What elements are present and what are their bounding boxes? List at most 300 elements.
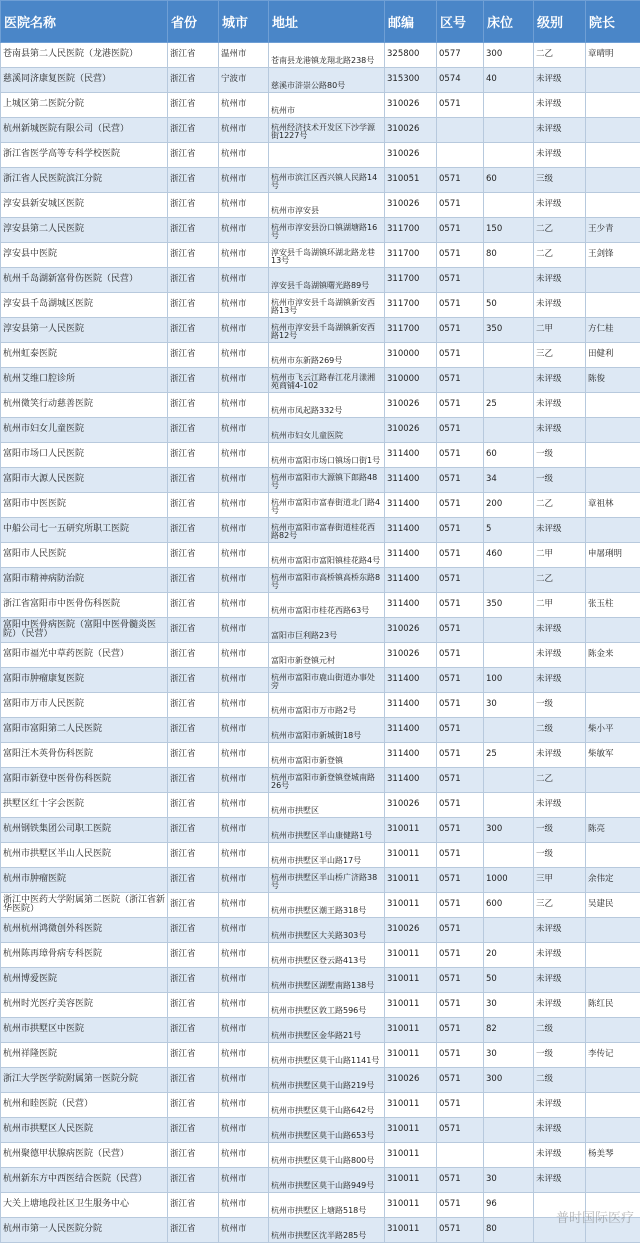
- cell-city: 杭州市: [219, 343, 269, 368]
- cell-postcode: 325800: [385, 43, 437, 68]
- table-row: [1, 1218, 640, 1243]
- table-row: [1, 918, 640, 943]
- cell-province: 浙江省: [168, 93, 219, 118]
- cell-city: 杭州市: [219, 918, 269, 943]
- table-row: [1, 1168, 640, 1193]
- cell-director: [586, 618, 640, 643]
- cell-director: 章祖林: [586, 493, 640, 518]
- cell-beds: 30: [484, 1168, 534, 1193]
- cell-name: 中船公司七一五研究所职工医院: [1, 518, 168, 543]
- table-row: [1, 343, 640, 368]
- cell-beds: [484, 193, 534, 218]
- table-row: [1, 443, 640, 468]
- cell-director: [586, 1093, 640, 1118]
- cell-area-code: 0571: [437, 868, 484, 893]
- cell-director: [586, 793, 640, 818]
- cell-name: 浙江省人民医院滨江分院: [1, 168, 168, 193]
- header-level: 级别: [534, 1, 586, 43]
- cell-address: 慈溪市浒崇公路80号: [269, 68, 385, 93]
- cell-address: 杭州市凤起路332号: [269, 393, 385, 418]
- table-row: [1, 118, 640, 143]
- cell-name: 杭州市肿瘤医院: [1, 868, 168, 893]
- table-row: [1, 543, 640, 568]
- cell-area-code: 0574: [437, 68, 484, 93]
- cell-province: 浙江省: [168, 1093, 219, 1118]
- cell-province: 浙江省: [168, 418, 219, 443]
- cell-address: 杭州市富阳市高桥镇高桥东路8号: [269, 568, 385, 593]
- cell-level: 未评级: [534, 918, 586, 943]
- cell-area-code: 0571: [437, 368, 484, 393]
- cell-director: [586, 843, 640, 868]
- cell-postcode: 311700: [385, 318, 437, 343]
- cell-postcode: 310011: [385, 893, 437, 918]
- cell-address: 杭州市拱墅区上塘路518号: [269, 1193, 385, 1218]
- cell-name: 杭州千岛湖新富骨伤医院（民营）: [1, 268, 168, 293]
- cell-beds: 30: [484, 1043, 534, 1068]
- cell-beds: [484, 343, 534, 368]
- cell-level: 未评级: [534, 968, 586, 993]
- cell-level: 未评级: [534, 293, 586, 318]
- cell-postcode: 310011: [385, 818, 437, 843]
- cell-beds: [484, 843, 534, 868]
- cell-address: 杭州市富阳市新城街18号: [269, 718, 385, 743]
- cell-address: 杭州市富阳市万市路2号: [269, 693, 385, 718]
- cell-address: 杭州市富阳市大源镇下郎路48号: [269, 468, 385, 493]
- cell-area-code: 0571: [437, 843, 484, 868]
- cell-director: [586, 293, 640, 318]
- cell-beds: [484, 118, 534, 143]
- cell-director: 余伟定: [586, 868, 640, 893]
- cell-name: 苍南县第二人民医院（龙港医院）: [1, 43, 168, 68]
- cell-address: 杭州市淳安县汾口镇湖塘路16号: [269, 218, 385, 243]
- cell-director: 陈俊: [586, 368, 640, 393]
- cell-name: 富阳市肿瘤康复医院: [1, 668, 168, 693]
- cell-postcode: 310011: [385, 1218, 437, 1243]
- cell-director: [586, 968, 640, 993]
- cell-province: 浙江省: [168, 518, 219, 543]
- cell-city: 杭州市: [219, 218, 269, 243]
- cell-name: 杭州市拱墅区人民医院: [1, 1118, 168, 1143]
- cell-area-code: 0571: [437, 818, 484, 843]
- cell-level: 未评级: [534, 793, 586, 818]
- cell-level: 未评级: [534, 143, 586, 168]
- table-row: [1, 1018, 640, 1043]
- cell-director: [586, 1118, 640, 1143]
- cell-area-code: 0571: [437, 393, 484, 418]
- table-row: [1, 718, 640, 743]
- cell-director: [586, 918, 640, 943]
- cell-area-code: 0571: [437, 168, 484, 193]
- table-row: [1, 993, 640, 1018]
- cell-address: 杭州市富阳市富春街道北门路4号: [269, 493, 385, 518]
- cell-area-code: 0577: [437, 43, 484, 68]
- cell-director: [586, 568, 640, 593]
- cell-city: 杭州市: [219, 1068, 269, 1093]
- cell-beds: 300: [484, 818, 534, 843]
- cell-beds: [484, 793, 534, 818]
- cell-director: 陈红民: [586, 993, 640, 1018]
- table-row: [1, 68, 640, 93]
- cell-beds: 50: [484, 968, 534, 993]
- table-row: [1, 843, 640, 868]
- cell-director: [586, 1168, 640, 1193]
- cell-postcode: 310026: [385, 793, 437, 818]
- header-area-code: 区号: [437, 1, 484, 43]
- cell-level: 二甲: [534, 318, 586, 343]
- cell-postcode: 310011: [385, 1093, 437, 1118]
- cell-province: 浙江省: [168, 143, 219, 168]
- cell-level: 一级: [534, 818, 586, 843]
- cell-area-code: 0571: [437, 1093, 484, 1118]
- cell-area-code: 0571: [437, 343, 484, 368]
- cell-director: 田健利: [586, 343, 640, 368]
- cell-address: 苍南县龙港镇龙翔北路238号: [269, 43, 385, 68]
- cell-name: 杭州聚德甲状腺病医院（民营）: [1, 1143, 168, 1168]
- cell-area-code: 0571: [437, 518, 484, 543]
- cell-name: 杭州市妇女儿童医院: [1, 418, 168, 443]
- cell-director: [586, 443, 640, 468]
- cell-city: 杭州市: [219, 818, 269, 843]
- cell-area-code: 0571: [437, 1168, 484, 1193]
- cell-city: 杭州市: [219, 743, 269, 768]
- cell-province: 浙江省: [168, 218, 219, 243]
- cell-beds: 80: [484, 1218, 534, 1243]
- cell-area-code: 0571: [437, 618, 484, 643]
- cell-province: 浙江省: [168, 1218, 219, 1243]
- cell-beds: [484, 643, 534, 668]
- cell-area-code: 0571: [437, 468, 484, 493]
- table-row: [1, 368, 640, 393]
- cell-beds: [484, 718, 534, 743]
- table-row: [1, 268, 640, 293]
- cell-director: 吴建民: [586, 893, 640, 918]
- table-row: [1, 618, 640, 643]
- cell-postcode: 310026: [385, 193, 437, 218]
- cell-province: 浙江省: [168, 1193, 219, 1218]
- cell-city: 杭州市: [219, 518, 269, 543]
- cell-city: 杭州市: [219, 318, 269, 343]
- cell-name: 杭州杭州鸿微创外科医院: [1, 918, 168, 943]
- cell-area-code: 0571: [437, 243, 484, 268]
- cell-address: 淳安县千岛湖镇环湖北路龙巷13号: [269, 243, 385, 268]
- cell-postcode: 310011: [385, 868, 437, 893]
- cell-city: 杭州市: [219, 1043, 269, 1068]
- cell-level: 二乙: [534, 768, 586, 793]
- cell-area-code: 0571: [437, 768, 484, 793]
- cell-address: 杭州市拱墅区莫干山路219号: [269, 1068, 385, 1093]
- cell-name: 杭州市拱墅区中医院: [1, 1018, 168, 1043]
- cell-level: 未评级: [534, 668, 586, 693]
- cell-province: 浙江省: [168, 1118, 219, 1143]
- cell-beds: [484, 268, 534, 293]
- cell-postcode: 311400: [385, 718, 437, 743]
- cell-postcode: 310011: [385, 968, 437, 993]
- cell-postcode: 310000: [385, 368, 437, 393]
- cell-level: 未评级: [534, 418, 586, 443]
- table-row: [1, 43, 640, 68]
- cell-address: 杭州市飞云江路春江花月漾湘苑商铺4-102: [269, 368, 385, 393]
- cell-name: 浙江省富阳市中医骨伤科医院: [1, 593, 168, 618]
- cell-address: 杭州市拱墅区: [269, 793, 385, 818]
- cell-level: 未评级: [534, 643, 586, 668]
- cell-level: 未评级: [534, 118, 586, 143]
- cell-name: 富阳市场口人民医院: [1, 443, 168, 468]
- cell-city: 杭州市: [219, 668, 269, 693]
- cell-level: 未评级: [534, 618, 586, 643]
- cell-city: 杭州市: [219, 443, 269, 468]
- cell-name: 杭州艾维口腔诊所: [1, 368, 168, 393]
- cell-province: 浙江省: [168, 343, 219, 368]
- cell-postcode: 310011: [385, 1193, 437, 1218]
- cell-address: 杭州市淳安县千岛湖镇新安西路12号: [269, 318, 385, 343]
- cell-director: [586, 168, 640, 193]
- cell-level: 二乙: [534, 243, 586, 268]
- cell-address: 杭州市富阳市新登镇: [269, 743, 385, 768]
- cell-name: 富阳市精神病防治院: [1, 568, 168, 593]
- cell-level: 未评级: [534, 943, 586, 968]
- cell-name: 拱墅区红十字会医院: [1, 793, 168, 818]
- cell-director: [586, 768, 640, 793]
- cell-address: 杭州市拱墅区半山桥广济路38号: [269, 868, 385, 893]
- cell-name: 富阳市新登中医骨伤科医院: [1, 768, 168, 793]
- cell-name: 杭州和睦医院（民营）: [1, 1093, 168, 1118]
- cell-area-code: 0571: [437, 718, 484, 743]
- cell-city: 杭州市: [219, 243, 269, 268]
- cell-postcode: 310000: [385, 343, 437, 368]
- cell-area-code: 0571: [437, 543, 484, 568]
- table-row: [1, 193, 640, 218]
- cell-area-code: 0571: [437, 493, 484, 518]
- cell-area-code: 0571: [437, 218, 484, 243]
- cell-city: 杭州市: [219, 1118, 269, 1143]
- cell-address: 杭州市滨江区西兴镇人民路14号: [269, 168, 385, 193]
- cell-province: 浙江省: [168, 1143, 219, 1168]
- cell-level: 二级: [534, 1018, 586, 1043]
- cell-address: 杭州市富阳市桂花西路63号: [269, 593, 385, 618]
- cell-level: 未评级: [534, 1093, 586, 1118]
- cell-level: 未评级: [534, 68, 586, 93]
- cell-address: 杭州市富阳市富春街道桂花西路82号: [269, 518, 385, 543]
- cell-director: 方仁桂: [586, 318, 640, 343]
- cell-level: 未评级: [534, 518, 586, 543]
- cell-postcode: 311400: [385, 593, 437, 618]
- cell-postcode: 310011: [385, 1018, 437, 1043]
- cell-director: [586, 143, 640, 168]
- cell-province: 浙江省: [168, 543, 219, 568]
- cell-name: 上城区第二医院分院: [1, 93, 168, 118]
- cell-address: 杭州市拱墅区莫干山路642号: [269, 1093, 385, 1118]
- table-row: [1, 943, 640, 968]
- cell-level: 未评级: [534, 268, 586, 293]
- cell-director: [586, 68, 640, 93]
- cell-postcode: 311400: [385, 668, 437, 693]
- cell-beds: 82: [484, 1018, 534, 1043]
- cell-address: 杭州市拱墅区莫干山路653号: [269, 1118, 385, 1143]
- cell-director: [586, 943, 640, 968]
- table-row: [1, 1118, 640, 1143]
- cell-postcode: 310026: [385, 118, 437, 143]
- cell-postcode: 310011: [385, 1118, 437, 1143]
- cell-city: 杭州市: [219, 693, 269, 718]
- cell-area-code: 0571: [437, 1068, 484, 1093]
- cell-director: [586, 418, 640, 443]
- cell-city: 温州市: [219, 43, 269, 68]
- cell-address: 杭州市: [269, 93, 385, 118]
- cell-beds: 40: [484, 68, 534, 93]
- cell-director: 柴小平: [586, 718, 640, 743]
- table-row: [1, 168, 640, 193]
- cell-name: 杭州新东方中西医结合医院（民营）: [1, 1168, 168, 1193]
- cell-name: 杭州陈再璋骨病专科医院: [1, 943, 168, 968]
- cell-province: 浙江省: [168, 193, 219, 218]
- header-postcode: 邮编: [385, 1, 437, 43]
- cell-address: 杭州市拱墅区潮王路318号: [269, 893, 385, 918]
- cell-address: 杭州市拱墅区半山康健路1号: [269, 818, 385, 843]
- cell-postcode: 310011: [385, 843, 437, 868]
- cell-city: 杭州市: [219, 193, 269, 218]
- cell-city: 杭州市: [219, 618, 269, 643]
- cell-director: 陈金来: [586, 643, 640, 668]
- header-director: 院长: [586, 1, 640, 43]
- cell-area-code: 0571: [437, 318, 484, 343]
- cell-address: 杭州市拱墅区莫干山路800号: [269, 1143, 385, 1168]
- cell-postcode: 310011: [385, 943, 437, 968]
- cell-level: 一级: [534, 843, 586, 868]
- cell-city: 杭州市: [219, 368, 269, 393]
- cell-city: 杭州市: [219, 1018, 269, 1043]
- cell-city: 杭州市: [219, 643, 269, 668]
- cell-postcode: 311700: [385, 218, 437, 243]
- table-row: [1, 1193, 640, 1218]
- cell-postcode: 310051: [385, 168, 437, 193]
- cell-city: 杭州市: [219, 468, 269, 493]
- cell-beds: 25: [484, 393, 534, 418]
- cell-director: [586, 693, 640, 718]
- cell-province: 浙江省: [168, 468, 219, 493]
- cell-city: 杭州市: [219, 1193, 269, 1218]
- cell-area-code: 0571: [437, 1193, 484, 1218]
- cell-province: 浙江省: [168, 643, 219, 668]
- cell-level: 未评级: [534, 1118, 586, 1143]
- cell-city: 杭州市: [219, 593, 269, 618]
- table-row: [1, 768, 640, 793]
- cell-beds: 30: [484, 993, 534, 1018]
- cell-address: 杭州市拱墅区半山路17号: [269, 843, 385, 868]
- cell-beds: 96: [484, 1193, 534, 1218]
- header-city: 城市: [219, 1, 269, 43]
- cell-province: 浙江省: [168, 393, 219, 418]
- cell-beds: [484, 1093, 534, 1118]
- cell-city: 杭州市: [219, 293, 269, 318]
- cell-postcode: 311700: [385, 243, 437, 268]
- cell-beds: 34: [484, 468, 534, 493]
- cell-name: 淳安县千岛湖城区医院: [1, 293, 168, 318]
- cell-postcode: 311400: [385, 543, 437, 568]
- cell-area-code: 0571: [437, 893, 484, 918]
- cell-beds: [484, 768, 534, 793]
- cell-province: 浙江省: [168, 593, 219, 618]
- cell-beds: 100: [484, 668, 534, 693]
- cell-beds: [484, 918, 534, 943]
- table-body: [1, 43, 640, 1243]
- cell-area-code: 0571: [437, 1018, 484, 1043]
- cell-level: 二乙: [534, 218, 586, 243]
- table-row: [1, 318, 640, 343]
- table-row: [1, 293, 640, 318]
- cell-beds: [484, 368, 534, 393]
- cell-city: 杭州市: [219, 893, 269, 918]
- cell-director: 王少青: [586, 218, 640, 243]
- cell-name: 淳安县新安城区医院: [1, 193, 168, 218]
- cell-area-code: 0571: [437, 443, 484, 468]
- cell-name: 淳安县第二人民医院: [1, 218, 168, 243]
- cell-area-code: [437, 143, 484, 168]
- cell-name: 富阳市富阳第二人民医院: [1, 718, 168, 743]
- cell-postcode: 310026: [385, 93, 437, 118]
- cell-level: 二乙: [534, 43, 586, 68]
- cell-level: 一级: [534, 693, 586, 718]
- cell-beds: [484, 1118, 534, 1143]
- cell-address: 富阳市巨利路23号: [269, 618, 385, 643]
- cell-province: 浙江省: [168, 718, 219, 743]
- cell-province: 浙江省: [168, 993, 219, 1018]
- cell-city: 杭州市: [219, 1143, 269, 1168]
- cell-name: 杭州市拱墅区半山人民医院: [1, 843, 168, 868]
- cell-area-code: 0571: [437, 568, 484, 593]
- cell-postcode: 311400: [385, 443, 437, 468]
- cell-province: 浙江省: [168, 1168, 219, 1193]
- cell-name: 杭州时光医疗美容医院: [1, 993, 168, 1018]
- cell-name: 杭州钢铁集团公司职工医院: [1, 818, 168, 843]
- cell-area-code: 0571: [437, 668, 484, 693]
- cell-province: 浙江省: [168, 793, 219, 818]
- cell-postcode: 311400: [385, 743, 437, 768]
- cell-name: 浙江大学医学院附属第一医院分院: [1, 1068, 168, 1093]
- cell-level: 未评级: [534, 393, 586, 418]
- cell-area-code: 0571: [437, 918, 484, 943]
- cell-area-code: 0571: [437, 93, 484, 118]
- cell-province: 浙江省: [168, 243, 219, 268]
- cell-level: 一级: [534, 468, 586, 493]
- cell-city: 杭州市: [219, 718, 269, 743]
- cell-address: 杭州市拱墅区大关路303号: [269, 918, 385, 943]
- table-row: [1, 93, 640, 118]
- cell-city: 杭州市: [219, 868, 269, 893]
- cell-postcode: 311700: [385, 268, 437, 293]
- cell-beds: 60: [484, 168, 534, 193]
- cell-city: 杭州市: [219, 968, 269, 993]
- cell-address: 杭州市拱墅区金华路21号: [269, 1018, 385, 1043]
- cell-director: [586, 668, 640, 693]
- cell-province: 浙江省: [168, 68, 219, 93]
- cell-area-code: 0571: [437, 268, 484, 293]
- cell-city: 杭州市: [219, 1093, 269, 1118]
- cell-beds: 1000: [484, 868, 534, 893]
- table-row: [1, 1068, 640, 1093]
- cell-level: 三甲: [534, 868, 586, 893]
- cell-address: 杭州市妇女儿童医院: [269, 418, 385, 443]
- table-row: [1, 518, 640, 543]
- cell-area-code: 0571: [437, 943, 484, 968]
- cell-director: 章晴明: [586, 43, 640, 68]
- cell-city: 杭州市: [219, 993, 269, 1018]
- cell-name: 大关上塘地段社区卫生服务中心: [1, 1193, 168, 1218]
- cell-city: 杭州市: [219, 943, 269, 968]
- cell-level: 未评级: [534, 743, 586, 768]
- cell-province: 浙江省: [168, 618, 219, 643]
- cell-name: 淳安县第一人民医院: [1, 318, 168, 343]
- cell-address: 杭州市富阳市鹿山街道办事处旁: [269, 668, 385, 693]
